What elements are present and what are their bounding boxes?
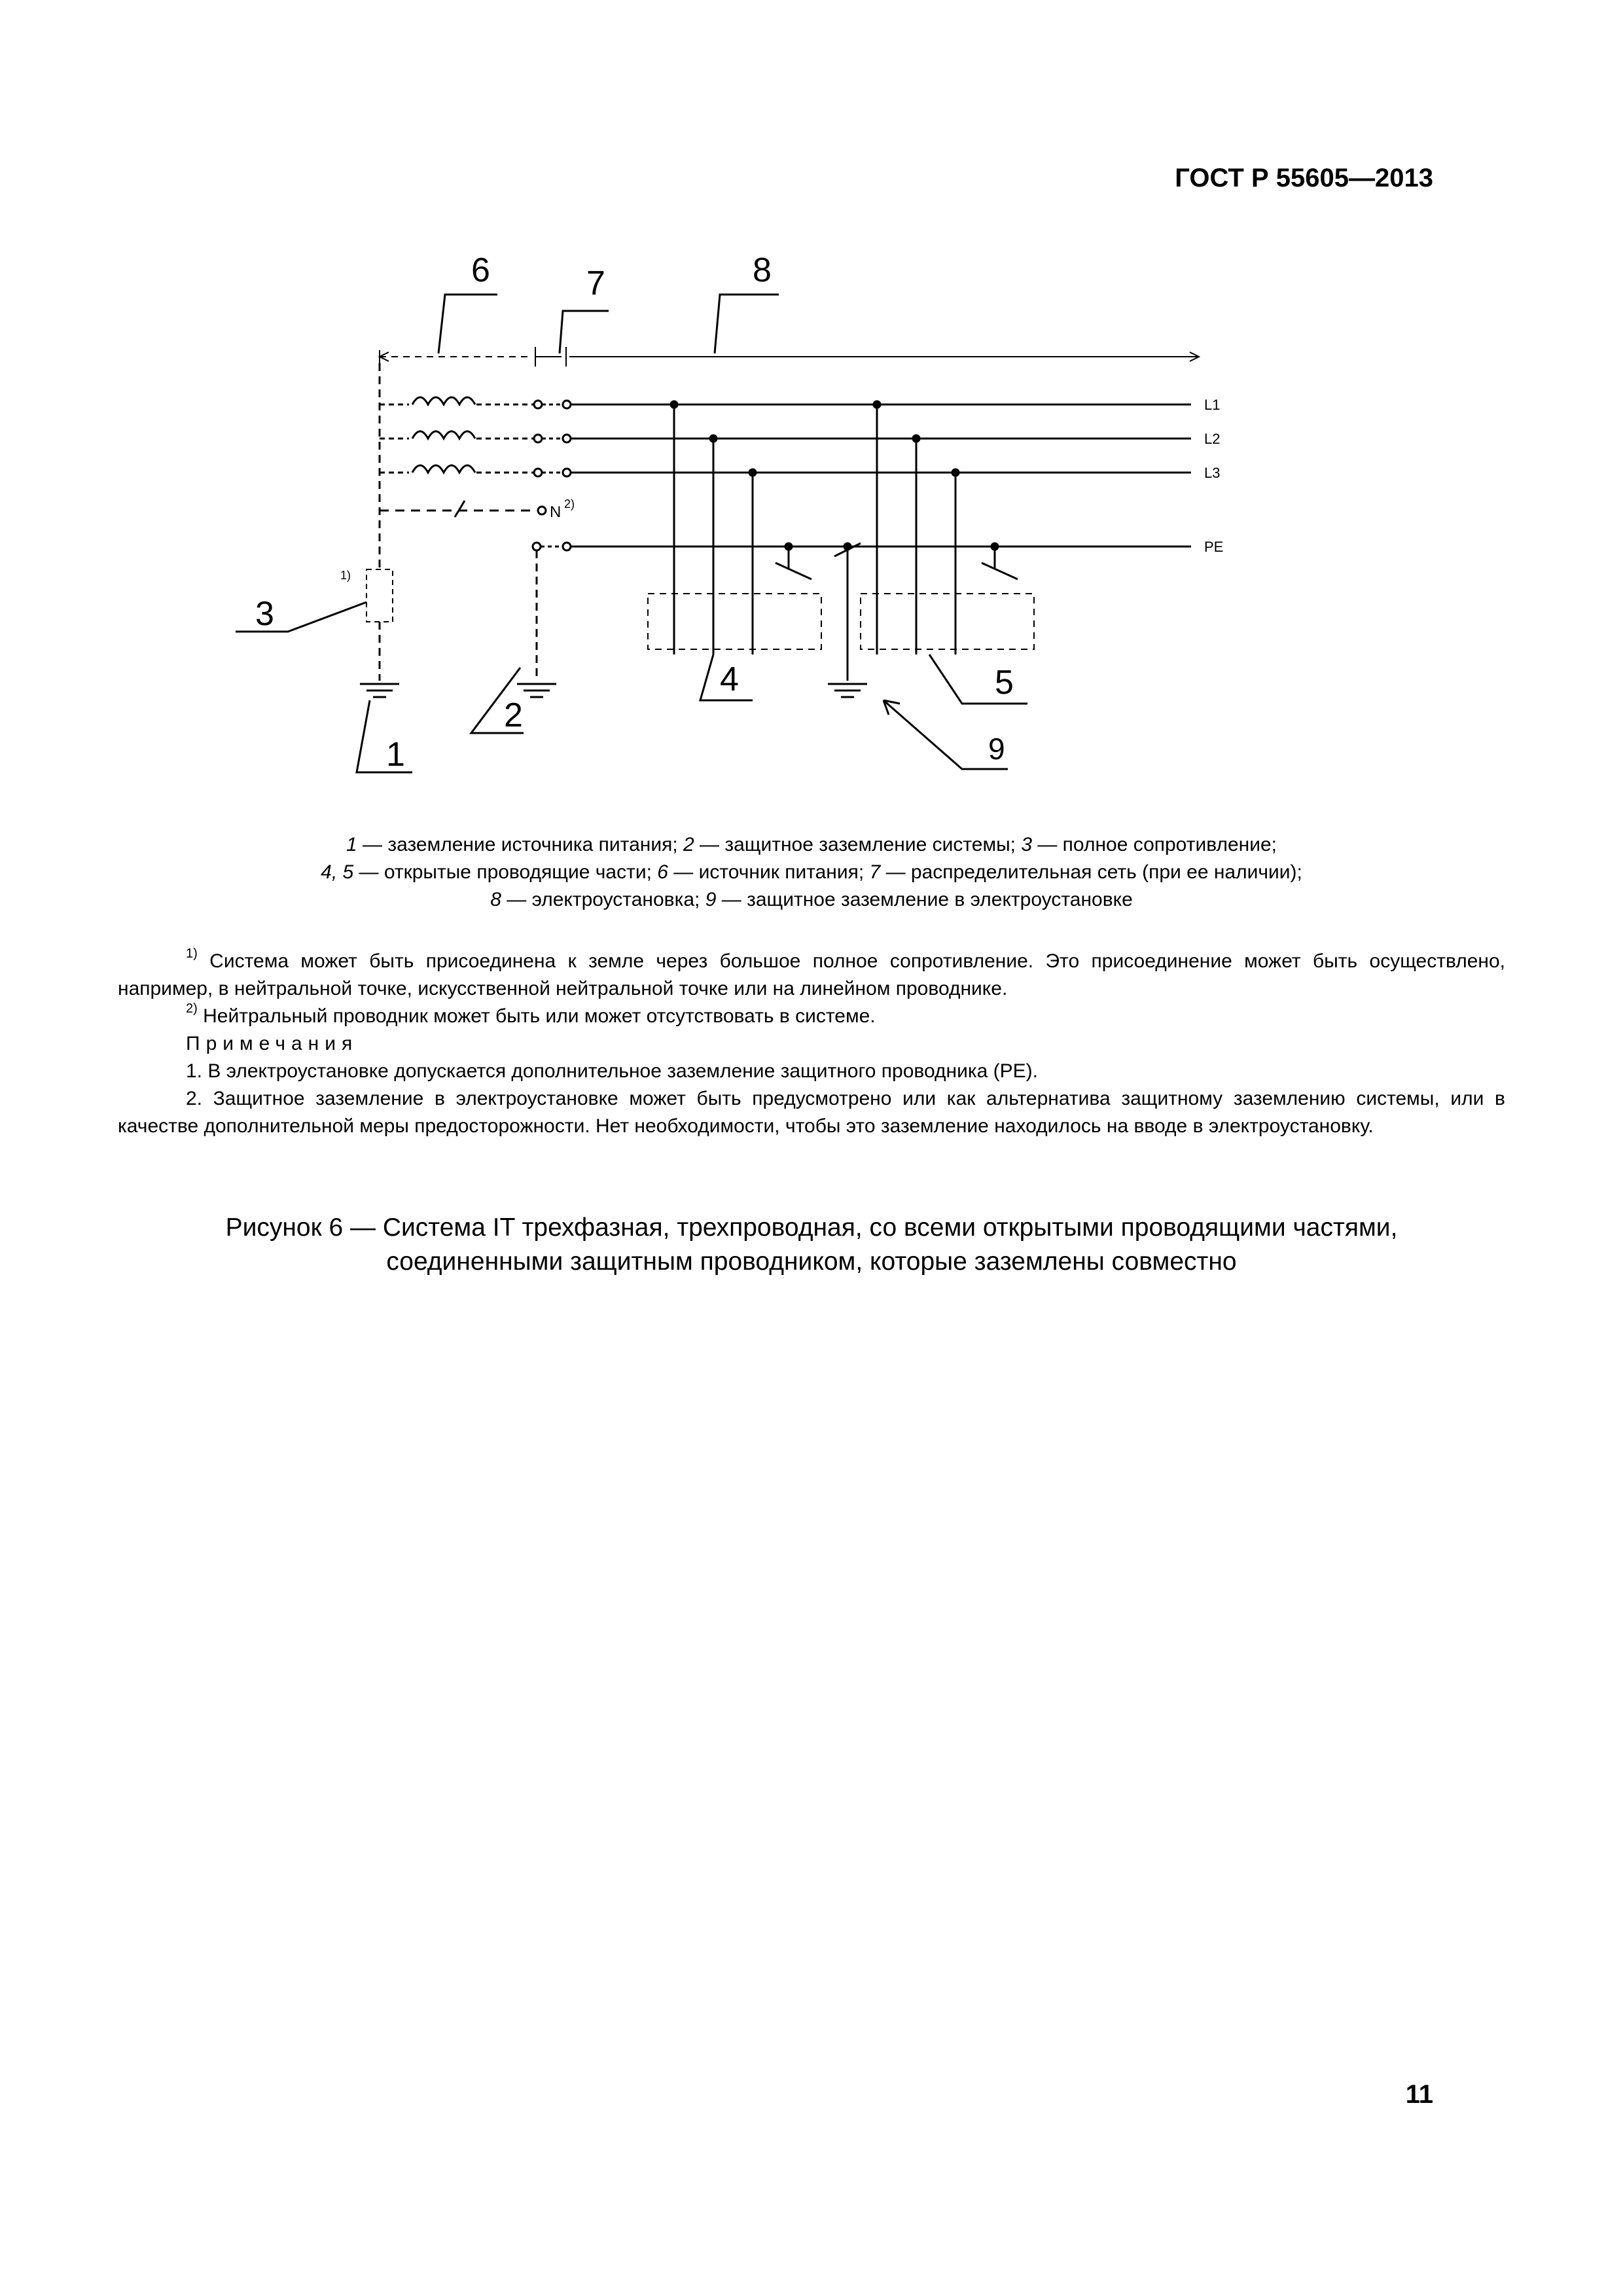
figure-caption — [118, 1211, 1505, 1279]
callout-2: 2 — [504, 696, 523, 734]
note-1: 1. В электроустановке допускается дополнительное заземление защитного проводника (PE). — [186, 1060, 1038, 1082]
terminals — [533, 401, 571, 550]
figure-legend — [118, 831, 1505, 914]
callout-7: 7 — [586, 264, 605, 302]
caption-line-1: Рисунок 6 — Система IT трехфазная, трехпроводная, со всеми открытыми проводящими частями, — [225, 1213, 1398, 1242]
callout-4: 4 — [720, 660, 739, 698]
legend-line-2: 4, 5 — открытые проводящие части; 6 — источник питания; 7 — распределительная сеть (при ее наличии); — [321, 861, 1302, 883]
wire-label-l1: L1 — [1204, 397, 1221, 413]
dimension-arrows — [380, 347, 1199, 367]
system-earth — [517, 550, 556, 697]
callout-8: 8 — [753, 251, 772, 289]
impedance-footnote-mark: 1) — [340, 569, 351, 582]
source-windings — [380, 397, 537, 517]
callout-3: 3 — [255, 595, 274, 633]
main-conductors — [571, 404, 1191, 547]
neutral-label: N — [550, 503, 562, 521]
legend-line-3: 8 — электроустановка; 9 — защитное заземление в электроустановке — [490, 889, 1133, 910]
callout-8-leader — [715, 295, 779, 353]
installation-earth — [828, 543, 867, 697]
impedance-box — [366, 569, 393, 622]
wire-label-l3: L3 — [1204, 465, 1221, 481]
wire-label-l2: L2 — [1204, 431, 1221, 447]
callout-7-leader — [560, 311, 609, 353]
wire-label-pe: PE — [1204, 539, 1224, 555]
callout-5: 5 — [995, 664, 1014, 702]
it-system-diagram — [223, 249, 1257, 785]
footnote-2: $^{2)}$ Нейтральный проводник может быть или может отсутствовать в системе. — [186, 1001, 876, 1027]
document-id: ГОСТ Р 55605—2013 — [1175, 164, 1433, 192]
legend-line-1: 1 — заземление источника питания; 2 — защитное заземление системы; 3 — полное сопротивление; — [346, 834, 1277, 855]
caption-line-2: соединенными защитным проводником, которые заземлены совместно — [386, 1247, 1237, 1276]
neutral-footnote-mark: 2) — [564, 497, 575, 511]
callout-1: 1 — [386, 736, 405, 774]
note-2: 2. Защитное заземление в электроустановке может быть предусмотрено или как альтернатива защитному заземлению системы, или в качестве дополнительной меры предосторожности. Нет необходимости, чтобы это заземление находилось на вводе в электроустановку. — [118, 1088, 1505, 1137]
page-number: 11 — [1405, 2080, 1433, 2109]
callout-6-leader — [438, 295, 497, 353]
notes-heading: Примечания — [186, 1033, 359, 1054]
footnotes-and-notes — [118, 948, 1505, 1140]
callout-9: 9 — [988, 732, 1005, 766]
source-earth — [360, 684, 399, 697]
footnote-1: $^{1)}$ Система может быть присоединена к земле через большое полное сопротивление. Это присоединение может быть осуществлено, например, в нейтральной точке, искусственной нейтральной точке или на линейном проводнике. — [118, 946, 1505, 999]
callout-6: 6 — [471, 251, 490, 289]
exposed-part-5 — [861, 594, 1034, 649]
